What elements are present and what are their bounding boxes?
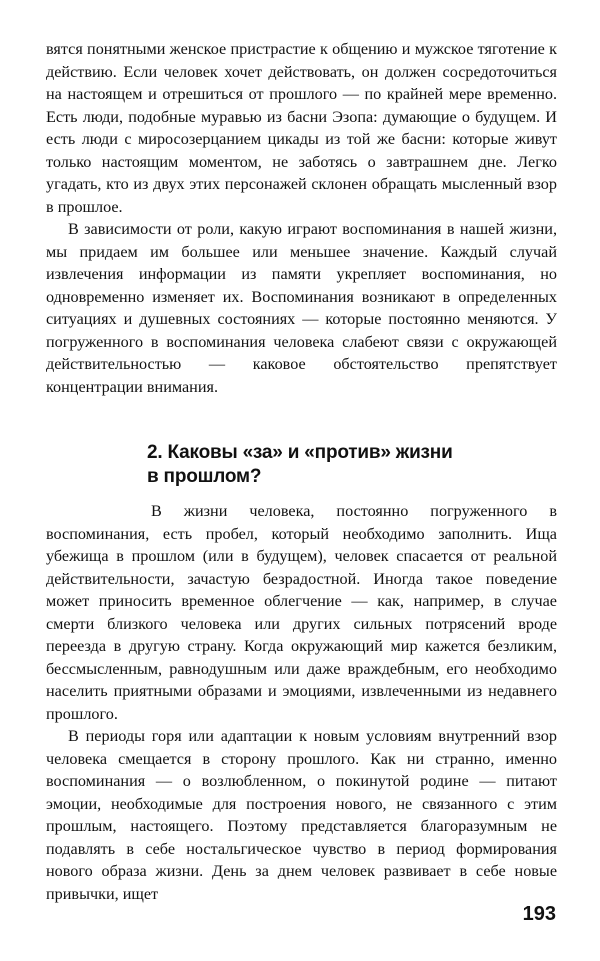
section-heading [147, 441, 527, 489]
section-heading-line-1: 2. Каковы «за» и «против» жизни [147, 442, 453, 463]
paragraph-grief-adaptation: В периоды горя или адаптации к новым условиям внутренний взор человека смещается в сторону прошлого. Как ни странно, именно воспоминания — о возлюбленном, о покинутой родине — питают эмоции, необходимые для построения нового, не связанного с этим прошлым, настоящего. Поэтому представляется благоразумным не подавлять в себе ностальгическое чувство в период формирования нового образа жизни. День за днем человек развивает в себе новые привычки, ищет [46, 727, 557, 903]
section-text-block [46, 500, 557, 905]
paragraph-life-gap: В жизни человека, постоянно погруженного в воспоминания, есть пробел, который необходимо заполнить. Ища убежища в прошлом (или в будущем), человек спасается от реальной действительности, зачастую безрадостной. Иногда такое поведение может приносить временное облегчение — как, например, в случае смерти близкого человека или других сильных потрясений вроде переезда в другую страну. Когда окружающий мир кажется безликим, бессмысленным, равнодушным или даже враждебным, его необходимо населить приятными образами и эмоциями, извлеченными из недавнего прошлого. [46, 502, 557, 723]
page-number: 193 [522, 903, 556, 925]
section-heading-line-2: в прошлом? [147, 466, 262, 487]
top-text-block [46, 38, 557, 398]
paragraph-memories-role: В зависимости от роли, какую играют воспоминания в нашей жизни, мы придаем им большее или меньшее значение. Каждый случай извлечения информации из памяти укрепляет воспоминания, но одновременно изменяет их. Воспоминания возникают в определенных ситуациях и душевных состояниях — которые постоянно меняются. У погруженного в воспоминания человека слабеют связи с окружающей действительностью — каковое обстоятельство препятствует концентрации внимания. [46, 220, 557, 396]
paragraph-continuation: вятся понятными женское пристрастие к общению и мужское тяготение к действию. Если человек хочет действовать, он должен сосредоточиться на настоящем и отрешиться от прошлого — по крайней мере временно. Есть люди, подобные муравью из басни Эзопа: думающие о будущем. И есть люди с миросозерцанием цикады из той же басни: которые живут только настоящим моментом, не заботясь о завтрашнем дне. Легко угадать, кто из двух этих персонажей склонен обращать мысленный взор в прошлое. [46, 40, 557, 216]
